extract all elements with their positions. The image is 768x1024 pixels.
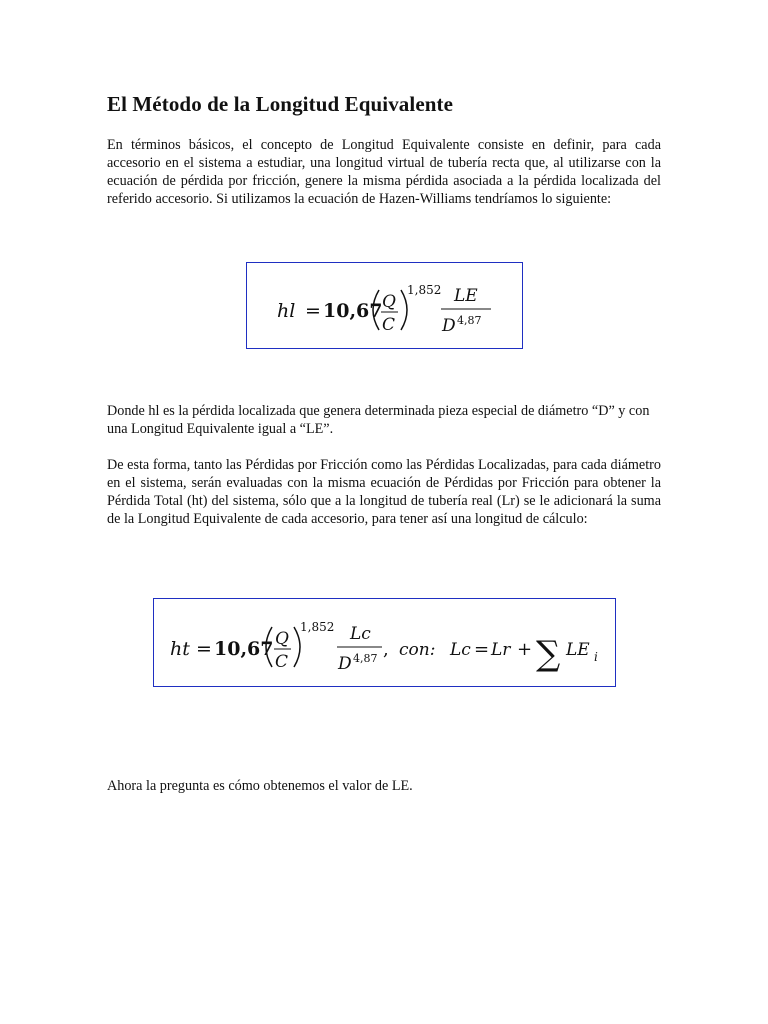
formula-c: C [275,652,289,672]
formula-lr: Lr [491,640,511,660]
formula-exponent: 1,852 [300,620,335,634]
formula-q: Q [382,292,396,312]
donde-paragraph: Donde hl es la pérdida localizada que genera determinada pieza especial de diámetro “D” y con una Longitud Equivalente igual a “LE”. [107,403,650,437]
formula-d-exponent: 4,87 [457,314,482,327]
formula-lhs: hl [277,300,296,322]
formula-exponent: 1,852 [407,283,442,297]
formula-q: Q [275,629,289,649]
page-title: El Método de la Longitud Equivalente [107,92,454,116]
formula-coefficient: 10,67 [323,300,383,322]
formula-le: LE [566,640,590,660]
formula-numerator-lc: Lc [350,624,371,644]
formula-numerator-le: LE [454,286,478,306]
formula-subscript-i: i [594,650,598,664]
forma-paragraph: De esta forma, tanto las Pérdidas por Fricción como las Pérdidas Localizadas, para cada diámetro en el sistema, serán evaluadas con la misma ecuación de Pérdidas por Fricción para obtener la Pérdida Total (ht) del sistema, sólo que a la longitud de tubería real (Lr) se le adicionará la suma de la Longitud Equivalente de cada accesorio, para tener así una longitud de cálculo: [107,457,661,527]
formula-equals-2: = [474,639,490,660]
formula-coefficient: 10,67 [214,638,274,660]
formula-hl [247,263,522,348]
formula-equals: = [305,300,321,322]
formula-c: C [382,315,396,335]
formula-con: con: [399,640,436,660]
formula-ht [154,599,615,686]
formula-d-exponent: 4,87 [353,652,378,665]
formula-comma: , [383,639,389,660]
formula-d: D [338,654,352,674]
formula-lc: Lc [450,640,471,660]
summation-icon: ∑ [536,634,561,674]
intro-paragraph: En términos básicos, el concepto de Longitud Equivalente consiste en definir, para cada accesorio en el sistema a estudiar, una longitud virtual de tubería recta que, al utilizarse con la ecuación de pérdida por fricción, genere la misma pérdida asociada a la pérdida localizada del referido accesorio. Si utilizamos la ecuación de Hazen-Williams tendríamos lo siguiente: [107,137,661,207]
formula-box-ht [153,598,616,687]
formula-plus: + [517,639,533,660]
ahora-paragraph: Ahora la pregunta es cómo obtenemos el valor de LE. [107,778,413,794]
formula-lhs: ht [170,638,190,660]
formula-box-hl [246,262,523,349]
formula-equals: = [196,638,212,660]
formula-d: D [442,316,456,336]
